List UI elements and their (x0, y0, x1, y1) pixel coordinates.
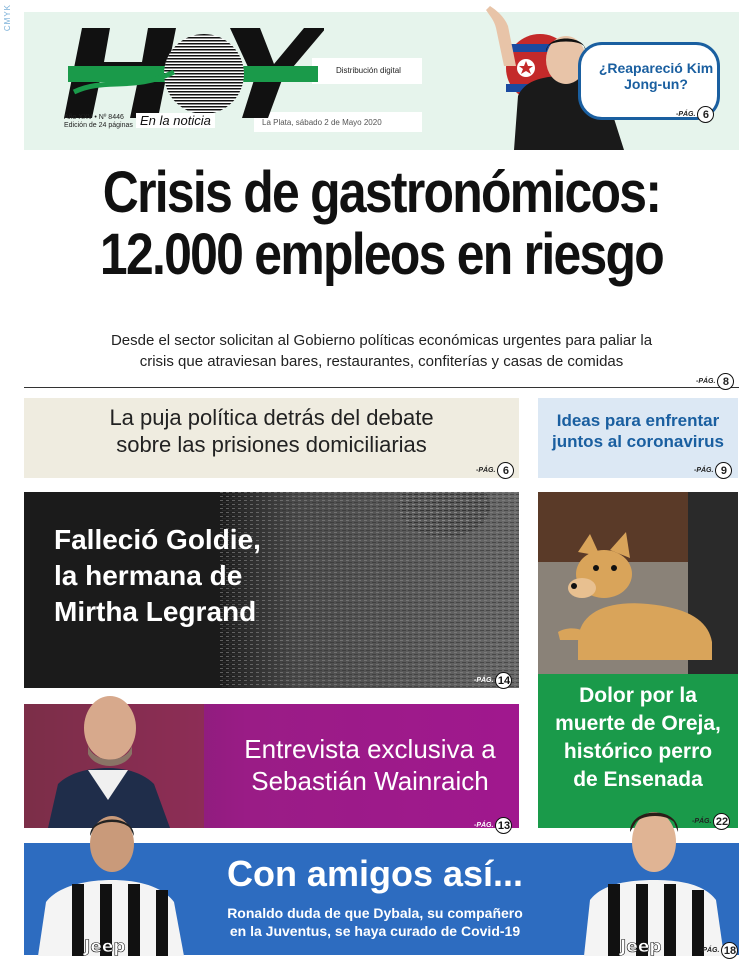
page-label: -PÁG. (694, 467, 714, 474)
ideas-page-ref[interactable] (694, 462, 732, 479)
oreja-line-3: histórico perro (563, 740, 713, 763)
divider (24, 387, 739, 388)
oreja-teaser[interactable] (538, 682, 738, 794)
kim-page-ref[interactable] (676, 106, 714, 123)
puja-line-1: La puja política detrás del debate (109, 405, 434, 430)
ronaldo-jersey-sponsor: Jeep (84, 937, 126, 956)
headline-line-1: Crisis de gastronómicos: (102, 160, 661, 225)
page-label: -PÁG. (696, 378, 716, 385)
edition-date: La Plata, sábado 2 de Mayo 2020 (262, 118, 382, 127)
ideas-line-2: juntos al coronavirus (552, 432, 724, 451)
edition-pages: Edición de 24 páginas (64, 122, 133, 129)
goldie-line-2: la hermana de (54, 560, 243, 591)
main-subhead (24, 330, 739, 372)
oreja-line-2: muerte de Oreja, (555, 712, 721, 735)
dybala-photo (584, 800, 724, 956)
goldie-photo (220, 492, 519, 688)
dybala-jersey-sponsor: Jeep (620, 937, 662, 956)
page-number: 13 (495, 817, 512, 834)
cmyk-mark: CMYK (3, 4, 12, 32)
amigos-line-2: en la Juventus, se haya curado de Covid-19 (229, 923, 521, 939)
oreja-line-1: Dolor por la (579, 684, 697, 707)
main-headline[interactable] (74, 162, 689, 286)
page-label: -PÁG. (474, 677, 494, 684)
ideas-line-1: Ideas para enfrentar (556, 411, 720, 430)
page-label: -PÁG. (474, 822, 494, 829)
subhead-line-2: crisis que atraviesan bares, restaurantes, confiterías y casas de comidas (139, 353, 624, 370)
goldie-teaser[interactable] (54, 522, 261, 630)
page-number: 6 (497, 462, 514, 479)
amigos-page-ref[interactable] (700, 942, 738, 959)
ideas-teaser[interactable] (538, 410, 738, 452)
page-number: 22 (713, 813, 730, 830)
page-number: 8 (717, 373, 734, 390)
oreja-line-4: de Ensenada (573, 768, 703, 791)
page-number: 9 (715, 462, 732, 479)
page-number: 6 (697, 106, 714, 123)
goldie-line-3: Mirtha Legrand (54, 596, 257, 627)
page-label: -PÁG. (676, 111, 696, 118)
distribution-label: Distribución digital (336, 66, 401, 75)
dog-photo (538, 492, 738, 674)
ronaldo-photo (38, 806, 188, 956)
page-label: -PÁG. (700, 947, 720, 954)
puja-page-ref[interactable] (476, 462, 514, 479)
wainraich-line-1: Entrevista exclusiva a (244, 734, 496, 764)
wainraich-teaser[interactable] (230, 733, 510, 797)
page-number: 14 (495, 672, 512, 689)
kim-teaser[interactable]: ¿Reapareció Kim Jong-un? (598, 60, 714, 92)
page-label: -PÁG. (692, 818, 712, 825)
headline-page-ref[interactable] (696, 373, 734, 390)
goldie-line-1: Falleció Goldie, (54, 524, 261, 555)
puja-line-2: sobre las prisiones domiciliarias (116, 432, 427, 457)
headline-line-2: 12.000 empleos en riesgo (99, 222, 664, 287)
wainraich-line-2: Sebastián Wainraich (251, 766, 489, 796)
subhead-line-1: Desde el sector solicitan al Gobierno políticas económicas urgentes para paliar la (110, 332, 653, 349)
amigos-headline[interactable]: Con amigos así... (226, 853, 524, 894)
issue-number: Año XXV • Nº 8446 (64, 114, 124, 121)
amigos-subhead (200, 904, 550, 940)
page-number: 18 (721, 942, 738, 959)
issue-info (64, 114, 133, 130)
amigos-line-1: Ronaldo duda de que Dybala, su compañero (227, 905, 523, 921)
page-label: -PÁG. (476, 467, 496, 474)
wainraich-page-ref[interactable] (474, 817, 512, 834)
tagline: En la noticia (136, 113, 215, 128)
puja-teaser[interactable] (24, 404, 519, 458)
goldie-page-ref[interactable] (474, 672, 512, 689)
